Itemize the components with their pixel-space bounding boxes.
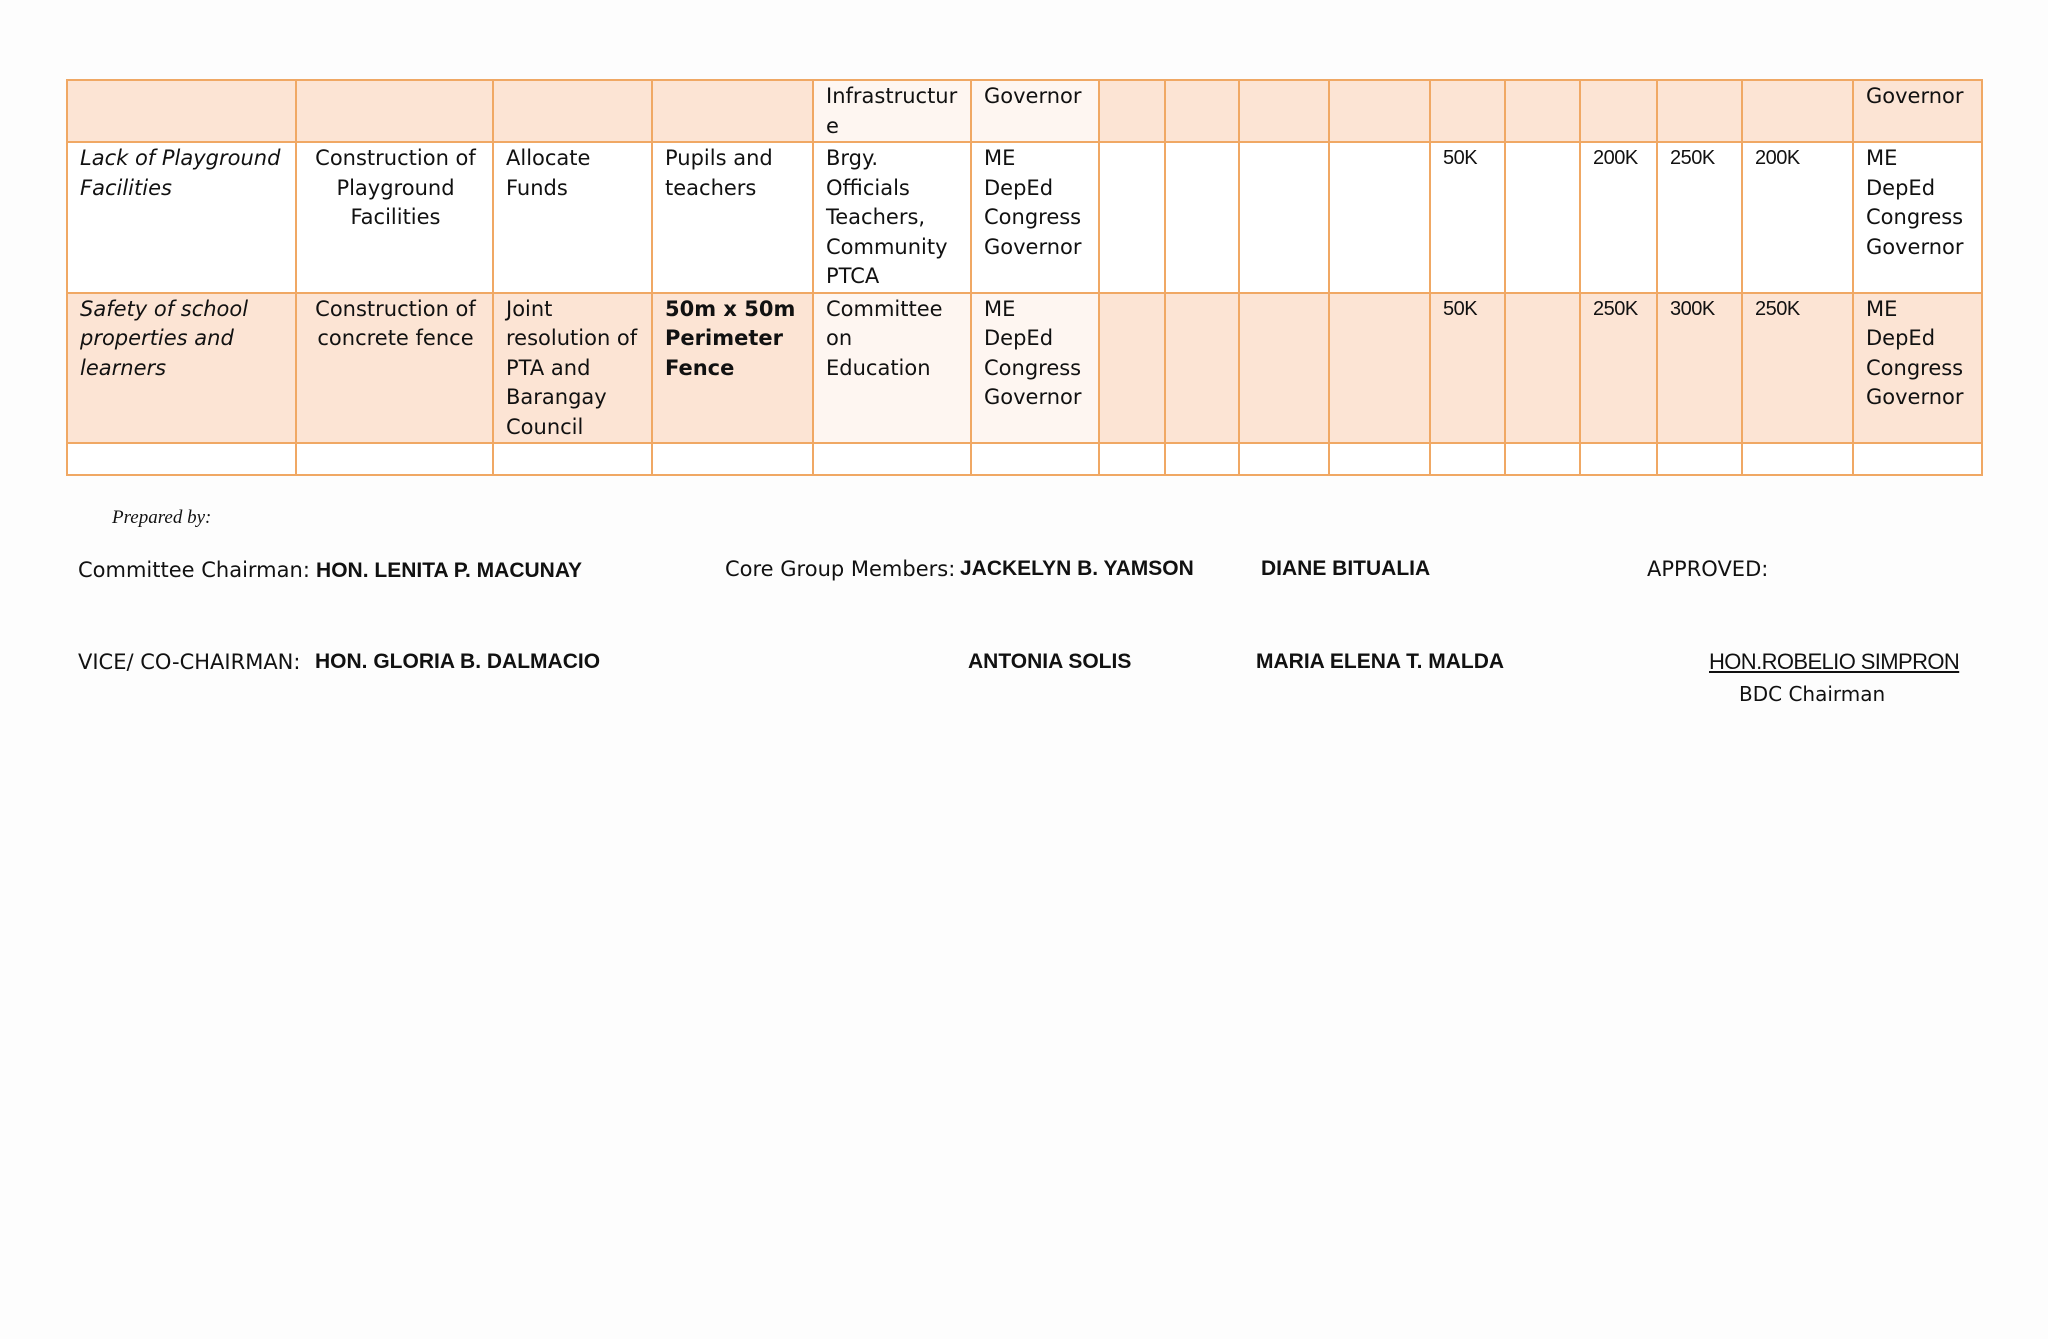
core-member-name: JACKELYN B. YAMSON: [960, 557, 1194, 580]
table-cell: [67, 80, 296, 142]
table-cell: 50K: [1430, 142, 1505, 293]
table-cell: [1580, 80, 1657, 142]
approved-label: APPROVED:: [1647, 557, 1769, 581]
table-cell: [1099, 293, 1165, 444]
table-row: [67, 80, 1982, 142]
table-cell: [971, 443, 1099, 475]
table-cell: [1099, 80, 1165, 142]
table-cell: [1239, 80, 1329, 142]
committee-chairman-label: Committee Chairman:: [78, 558, 310, 582]
table-cell: [1165, 293, 1239, 444]
table-cell: [1742, 80, 1853, 142]
table-cell: [1505, 293, 1580, 444]
committee-chairman-name: HON. LENITA P. MACUNAY: [316, 559, 583, 582]
core-member-name: DIANE BITUALIA: [1261, 557, 1431, 580]
table-cell: [1430, 80, 1505, 142]
table-cell: Allocate Funds: [493, 142, 652, 293]
table-cell: Governor: [1853, 80, 1982, 142]
table-cell: Joint resolution of PTA and Barangay Council: [493, 293, 652, 444]
table-cell: ME DepEd Congress Governor: [971, 142, 1099, 293]
table-row: [67, 443, 1982, 475]
table-cell: [1329, 443, 1430, 475]
table-cell: [1329, 293, 1430, 444]
table-cell: [1329, 142, 1430, 293]
table-cell: [1505, 443, 1580, 475]
vice-chairman-name: HON. GLORIA B. DALMACIO: [315, 650, 601, 673]
table-cell: [1657, 443, 1742, 475]
table-cell: [1580, 443, 1657, 475]
table-cell: 250K: [1580, 293, 1657, 444]
development-plan-table: [66, 79, 1983, 476]
table-cell: Governor: [971, 80, 1099, 142]
table-cell: Committee on Education: [813, 293, 971, 444]
table-cell: [296, 443, 493, 475]
table-cell: [67, 443, 296, 475]
prepared-by-label: Prepared by:: [112, 507, 212, 528]
table-cell: [652, 80, 813, 142]
core-member-name: MARIA ELENA T. MALDA: [1256, 650, 1505, 673]
table-cell: [1099, 443, 1165, 475]
table-cell: Safety of school properties and learners: [67, 293, 296, 444]
table-cell: [1329, 80, 1430, 142]
table-cell: [1430, 443, 1505, 475]
table-cell: ME DepEd Congress Governor: [1853, 142, 1982, 293]
table-cell: 300K: [1657, 293, 1742, 444]
table-cell: [493, 443, 652, 475]
table-cell: [1505, 80, 1580, 142]
table-cell: 200K: [1742, 142, 1853, 293]
bdc-chairman-name: HON.ROBELIO SIMPRON: [1709, 649, 1960, 674]
table-cell: Brgy. Officials Teachers, Community PTCA: [813, 142, 971, 293]
table-cell: [1239, 293, 1329, 444]
table-cell: [813, 443, 971, 475]
table-cell: Infrastructure: [813, 80, 971, 142]
table-cell: [1165, 80, 1239, 142]
table-cell: [1165, 443, 1239, 475]
committee-chairman-line: [78, 557, 582, 583]
table-cell: [1165, 142, 1239, 293]
table-cell: [1239, 443, 1329, 475]
table-cell: 250K: [1742, 293, 1853, 444]
table-cell: Lack of Playground Facilities: [67, 142, 296, 293]
core-group-label: Core Group Members:: [725, 557, 956, 581]
table-row: [67, 142, 1982, 293]
table-row: [67, 293, 1982, 444]
table-cell: 200K: [1580, 142, 1657, 293]
table-cell: [296, 80, 493, 142]
table-cell: Pupils and teachers: [652, 142, 813, 293]
table-cell: 250K: [1657, 142, 1742, 293]
core-member-name: ANTONIA SOLIS: [968, 650, 1132, 673]
table-cell: [1853, 443, 1982, 475]
table-cell: Construction of Playground Facilities: [296, 142, 493, 293]
table-cell: [1099, 142, 1165, 293]
bdc-chairman-title: BDC Chairman: [1739, 682, 1886, 706]
table-cell: [1505, 142, 1580, 293]
table-cell: [1657, 80, 1742, 142]
table-cell: [652, 443, 813, 475]
vice-chairman-label: VICE/ CO-CHAIRMAN:: [78, 650, 301, 674]
table-cell: [493, 80, 652, 142]
table-cell: Construction of concrete fence: [296, 293, 493, 444]
table-cell: 50K: [1430, 293, 1505, 444]
table-cell: 50m x 50m Perimeter Fence: [652, 293, 813, 444]
table-cell: [1239, 142, 1329, 293]
table-cell: ME DepEd Congress Governor: [1853, 293, 1982, 444]
table-cell: [1742, 443, 1853, 475]
table-cell: ME DepEd Congress Governor: [971, 293, 1099, 444]
